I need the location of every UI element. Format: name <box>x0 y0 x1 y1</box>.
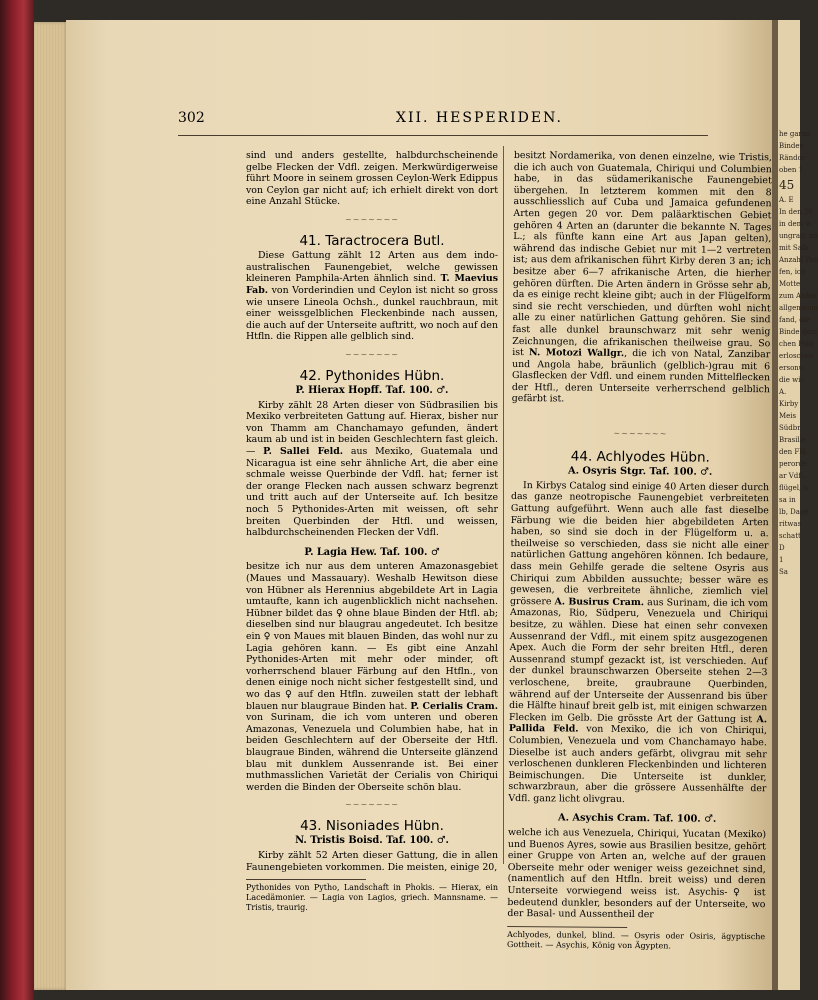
book-binding <box>0 0 34 1000</box>
paragraph-lagia: besitze ich nur aus dem unteren Amazonasgebiet (Maues und Massauary). Weshalb Hewitson diese von Hübner als Herennius abgebildete Art in Lagia umtaufte, kann ich augenblicklich nicht nachsehen. Hübner bildet das ♀ ohne blaue Binden der Htfl. ab; dieselben sind nur blaugrau angedeutet. Ich besitze ein ♀ von Maues mit blauen Binden, das wohl nur zu Lagia gehören kann. — Es gibt eine Anzahl Pythonides-Arten mit mehr oder minder, oft vorherrschend blauer Färbung auf den Htfln., von denen einige noch nicht sicher festgestellt sind, und wo das ♀ auf den Htfln. zuweilen statt der lebhaft blauen nur blaugraue Binden hat. P. Cerialis Cram. von Surinam, die ich vom unteren und oberen Amazonas, Venezuela und Columbien habe, hat in beiden Geschlechtern auf der Oberseite der Htfl. blaugraue Binden, während die Unterseite glänzend blau mit dunklem Aussenrande ist. Bei einer muthmasslichen Varietät der Cerialis von Chiriqui werden die Binden der Oberseite schön blau. <box>246 561 498 793</box>
facing-page-fragment: Kirby <box>779 400 799 408</box>
facing-page-fragment: die wir <box>779 376 804 384</box>
facing-page-fragment: D <box>779 544 785 552</box>
footnote-left: Pythonides von Pytho, Landschaft in Phokis. — Hierax, ein Lacedämonier. — Lagia von Lagios, griech. Mannsname. — Tristis, traurig. <box>246 883 498 913</box>
right-column <box>507 150 772 952</box>
footnote-right: Achlyodes, dunkel, blind. — Osyris oder Osiris, ägyptische Gottheit. — Asychis, König von Ägypten. <box>507 929 766 951</box>
paragraph-asychis: welche ich aus Venezuela, Chiriqui, Yucatan (Mexiko) und Buenos Ayres, sowie aus Brasilien besitze, gehört einer Gruppe von Arten an, welche auf der grauen Oberseite mehr oder weniger weiss gezeichnet sind, (namentlich auf den Htfln. breit weiss) und deren Unterseite vorwiegend weiss ist. Asychis-♀ ist bedeutend dunkler, besonders auf der Unterseite, wo der Basal- und Aussentheil der <box>507 827 767 921</box>
header-rule <box>178 135 708 136</box>
species-heading-osyris: A. Osyris Stgr. Taf. 100. ♂. <box>567 465 713 478</box>
page-number: 302 <box>178 110 205 126</box>
facing-page-fragment: ritwas <box>779 520 802 528</box>
species-name: A. Pallida Feld. <box>508 713 768 735</box>
paragraph-41: Diese Gattung zählt 12 Arten aus dem indo-australischen Faunengebiet, welche gewissen kleineren Pamphila-Arten ähnlich sind. T. Maevius Fab. von Vorderindien und Ceylon ist nicht so gross wie unsere Lineola Ochsh., dunkel rauchbraun, mit einer weissgelblichen Fleckenbinde nach aussen, die auch auf der Unterseite auftritt, wo noch auf den Htfln. die Rippen alle gelblich sind. <box>246 250 499 343</box>
facing-page-fragment: fand, die <box>779 316 811 324</box>
facing-page-fragment: allgemeine <box>779 304 818 312</box>
facing-page-fragment: ersonu <box>779 364 804 372</box>
paragraph-continued: besitzt Nordamerika, von denen einzelne, wie Tristis, die ich auch von Guatemala, Chiriqui und Columbien habe, in das südamerikanische Faunengebiet übergehen. In letzterem kommen mit den 8 ausschliesslich auf Cuba und Jamaica gefundenen Arten gegen 20 vor. Dem paläarktischen Gebiet gehören 4 Arten an (darunter die bekannte N. Tages L.; als fünfte kann eine Art aus Japan gelten), während das indische Gebiet nur mit 1—2 vertreten ist; aus dem afrikanischen führt Kirby deren 3 an; ich besitze aber 6—7 afrikanische Arten, die hierher gehören dürften. Die Arten ändern in Grösse sehr ab, da es einige recht kleine gibt; auch in der Flügelform sind sie recht verschieden, und dürften wohl nicht alle zu einer natürlichen Gattung gehören. Sie sind fast alle dunkel braunschwarz mit sehr wenig Zeichnungen, die afrikanischen theilweise grau. So ist N. Motozi Wallgr., die ich von Natal, Zanzibar und Angola habe, bräunlich (gelblich-)grau mit 6 Glasflecken der Vdfl. und einem runden Mittelflecken der Htfl., deren Unterseite verherrschend gelblich gefärbt ist. <box>511 150 772 405</box>
facing-page-fragment: A. E <box>779 196 794 204</box>
footnote-rule <box>507 926 627 928</box>
section-title-43: 43. Nisoniades Hübn. <box>300 817 444 834</box>
facing-page-fragment: lb, Dage <box>779 508 809 516</box>
footnote-rule <box>246 879 366 880</box>
facing-page-fragment: A. <box>779 388 787 396</box>
ornament-divider: ~~~~~~~ <box>613 428 668 439</box>
left-column <box>246 150 498 913</box>
species-name: P. Cerialis Cram. <box>410 700 498 712</box>
section-title-44: 44. Achlyodes Hübn. <box>570 448 710 466</box>
facing-page-fragment: In den 20 <box>779 208 813 216</box>
facing-page-fragment: perorde <box>779 460 808 468</box>
facing-page-fragment: Südbr <box>779 424 801 432</box>
facing-page-fragment: Meis <box>779 412 797 420</box>
facing-page-fragment: Binden <box>779 142 805 150</box>
facing-page-fragment: ar Vdfl. <box>779 472 806 480</box>
facing-page-fragment: Binde dem <box>779 328 818 336</box>
facing-page-fragment: 1 <box>779 556 784 564</box>
facing-page-fragment: Sa <box>779 568 788 576</box>
facing-page-fragment: sa in <box>779 496 796 504</box>
species-name: A. Busirus Cram. <box>554 596 645 608</box>
running-title: XII. HESPERIDEN. <box>396 110 563 126</box>
column-rule <box>503 146 504 864</box>
facing-page-fragment: Brasilie <box>779 436 807 444</box>
facing-page-fragment: flügel, n <box>779 484 808 492</box>
facing-page-fragment: mit Salb <box>779 244 809 252</box>
species-heading-hierax: P. Hierax Hopff. Taf. 100. ♂. <box>295 385 449 397</box>
ornament-divider: ~~~~~~~ <box>345 800 399 810</box>
facing-page-edge <box>778 20 818 990</box>
facing-page-fragment: oben 1 <box>779 166 804 174</box>
facing-page-fragment: zum Anfan <box>779 292 817 300</box>
facing-page-fragment: he garaa <box>779 130 811 138</box>
facing-page-fragment: 45 <box>779 178 795 192</box>
ornament-divider: ~~~~~~~ <box>345 214 399 224</box>
facing-page-fragment: den Flü <box>779 448 806 456</box>
paragraph-intro: sind und anders gestellte, halbdurchscheinende gelbe Flecken der Vdfl. zeigen. Merkwürdigerweise führt Moore in seinem grossen Ceylon-Werk Edippus von Ceylon gar nicht auf; ich erhielt direkt von dort eine Anzahl Stücke. <box>246 150 498 208</box>
paragraph-42: Kirby zählt 28 Arten dieser von Südbrasilien bis Mexiko verbreiteten Gattung auf. Hierax, bisher nur von Thamm am Chanchamayo gefunden, ändert kaum ab und ist in beiden Geschlechtern fast gleich. — P. Sallei Feld. aus Mexiko, Guatemala und Nicaragua ist eine sehr ähnliche Art, die aber eine schmale weisse Querbinde der Vdfl. hat; ferner ist der orange Flecken nach aussen schwarz begrenzt und tritt auch auf der Unterseite auf. Ich besitze noch 5 Pythonides-Arten mit weissen, oft sehr breiten Querbinden der Htfl. und weissen, halbdurchscheinenden Flecken der Vdfl. <box>246 399 498 539</box>
facing-page-fragment: schatt <box>779 532 801 540</box>
facing-page-fragment: erloschen <box>779 352 814 360</box>
species-name: P. Sallei Feld. <box>263 446 344 458</box>
page-header <box>178 110 708 132</box>
species-name: N. Motozi Wallgr. <box>528 347 625 360</box>
facing-page-fragment: chen Hüb <box>779 340 814 348</box>
species-heading-lagia: P. Lagia Hew. Taf. 100. ♂ <box>304 546 440 558</box>
facing-page-fragment: ungrau, an <box>779 232 818 240</box>
species-name: T. Maevius Fab. <box>246 273 498 296</box>
facing-page-fragment: Rändor <box>779 154 806 162</box>
species-heading-tristis: N. Tristis Boisd. Taf. 100. ♂. <box>295 835 449 847</box>
paragraph-44: In Kirbys Catalog sind einige 40 Arten dieser durch das ganze neotropische Faunengebiet verbreiteten Gattung aufgeführt. Wenn auch alle fast dieselbe Färbung wie die beiden hier abgebildeten Arten haben, so sind sie doch in der Flügelform u. a. theilweise so verschieden, dass sie nicht alle einer natürlichen Gattung angehören können. Ich bedaure, dass mein Gehilfe gerade die seltene Osyris aus Chiriqui zum Abbilden aussuchte; besser wäre es gewesen, die verbreitete ähnliche, ziemlich viel grössere A. Busirus Cram. aus Surinam, die ich vom Amazonas, Rio, Südperu, Venezuela und Chiriqui besitze, zu wählen. Diese hat einen sehr convexen Aussenrand der Vdfl., mit einem spitz ausgezogenen Apex. Auch die Form der sehr breiten Htfl., deren Aussenrand stumpf gezackt ist, ist verschieden. Auf der dunkel braunschwarzen Oberseite stehen 2—3 verloschene, breite, graubraune Querbinden, während auf der Unterseite der Aussenrand bis über die Hälfte hinauf breit gelb ist, mit einigen schwarzen Flecken im Gelb. Die grösste Art der Gattung ist A. Pallida Feld. von Mexiko, die ich von Chiriqui, Columbien, Venezuela und vom Chanchamayo habe. Dieselbe ist auch anders gefärbt, olivgrau mit sehr verloschenen dunkleren Fleckenbinden und lichteren Beimischungen. Die Unterseite ist dunkler, schwarzbraun, aber die grössere Aussenhälfte der Vdfl. ganz licht olivgrau. <box>508 479 770 805</box>
section-title-41: 41. Taractrocera Butl. <box>299 232 445 249</box>
paragraph-43: Kirby zählt 52 Arten dieser Gattung, die in allen Faunengebieten vorkommen. Die meisten, einige 20, <box>246 850 498 873</box>
ornament-divider: ~~~~~~~ <box>345 349 399 359</box>
facing-page-fragment: in dem w <box>779 220 812 228</box>
facing-page-fragment: Anzahl Pan <box>779 256 818 264</box>
section-title-42: 42. Pythonides Hübn. <box>299 367 445 384</box>
species-heading-asychis: A. Asychis Cram. Taf. 100. ♂. <box>557 812 717 826</box>
page-edges <box>34 22 68 990</box>
facing-page-fragment: Motte <box>779 280 801 288</box>
facing-page-fragment: fen, ich <box>779 268 806 276</box>
